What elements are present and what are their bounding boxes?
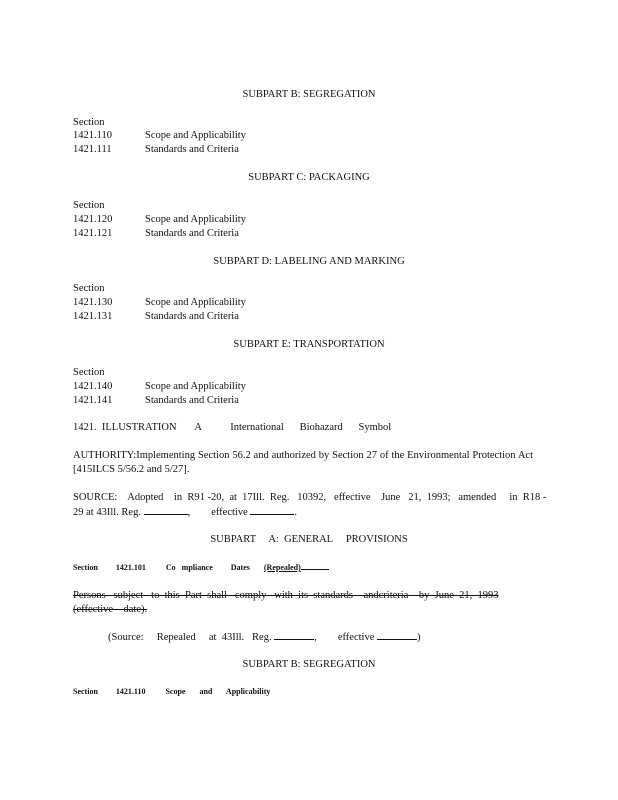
effective-blank <box>377 630 417 640</box>
scope-heading <box>73 687 270 697</box>
subpart-c-heading: SUBPART C: PACKAGING <box>248 172 370 183</box>
section-row <box>73 380 246 394</box>
period: . <box>294 507 297 518</box>
struck-text-line-2: (effective date). <box>73 604 148 615</box>
repealed-status: (Repealed) <box>263 563 301 572</box>
section-number: 1421.130 <box>73 297 113 308</box>
source-line-1: SOURCE: Adopted in R91 -20, at 17Ill. Reg. 10392, effective June 21, 1993; amended in R18 - <box>73 492 547 503</box>
reg-blank <box>144 505 188 515</box>
section-number: 1421.111 <box>73 144 112 155</box>
compliance-heading <box>73 562 329 573</box>
section-row <box>73 394 239 408</box>
section-title: Scope and Applicability <box>145 381 246 392</box>
section-row <box>73 310 239 324</box>
section-title: Standards and Criteria <box>145 144 239 155</box>
subpart-a-heading: SUBPART A: GENERAL PROVISIONS <box>210 534 408 545</box>
section-title: Standards and Criteria <box>145 228 239 239</box>
section-number: 1421.101 <box>115 563 146 572</box>
section-number: 1421.120 <box>73 214 113 225</box>
subpart-b-heading-repeat: SUBPART B: SEGREGATION <box>242 659 376 670</box>
section-title: Standards and Criteria <box>145 395 239 406</box>
underline-blank <box>301 562 329 570</box>
section-title: Scope and Applicability <box>165 687 271 696</box>
effective-blank <box>250 505 294 515</box>
section-label: Section <box>73 687 98 696</box>
subpart-e-heading: SUBPART E: TRANSPORTATION <box>233 339 385 350</box>
section-number: 1421.141 <box>73 395 113 406</box>
section-number: 1421.110 <box>73 130 112 141</box>
illustration-line: 1421. ILLUSTRATION A International Biohazard Symbol <box>73 422 392 433</box>
close-paren: ) <box>417 632 421 643</box>
repealed-source-text: (Source: Repealed at 43Ill. Reg. <box>108 632 272 643</box>
section-title: Scope and Applicability <box>145 214 246 225</box>
section-label: Section <box>73 563 98 572</box>
section-label: Section <box>73 283 105 294</box>
section-row <box>73 143 239 157</box>
section-row <box>73 213 246 227</box>
section-title: Co mpliance Dates <box>165 563 250 572</box>
section-label: Section <box>73 117 105 128</box>
section-row <box>73 129 246 143</box>
repealed-effective-text: , effective <box>314 632 375 643</box>
repealed-source-line <box>108 630 421 645</box>
reg-blank <box>274 630 314 640</box>
subpart-b-heading: SUBPART B: SEGREGATION <box>242 89 376 100</box>
source-line-2 <box>73 505 297 520</box>
subpart-d-heading: SUBPART D: LABELING AND MARKING <box>213 256 405 267</box>
section-title: Standards and Criteria <box>145 311 239 322</box>
section-number: 1421.121 <box>73 228 113 239</box>
section-title: Scope and Applicability <box>145 297 246 308</box>
authority-paragraph: AUTHORITY:Implementing Section 56.2 and authorized by Section 27 of the Environmental Protection Act [415ILCS 5/56.2 and 5/27]. <box>73 450 533 475</box>
section-number: 1421.140 <box>73 381 113 392</box>
source-reg-text: 29 at 43Ill. Reg. <box>73 507 141 518</box>
section-row <box>73 296 246 310</box>
struck-text-line-1: Persons subject to this Part shall comply with its standards andcriteria by June 21, 1993 <box>73 590 499 601</box>
section-label: Section <box>73 200 105 211</box>
section-label: Section <box>73 367 105 378</box>
section-row <box>73 227 239 241</box>
section-number: 1421.131 <box>73 311 113 322</box>
source-effective-text: , effective <box>187 507 248 518</box>
section-title: Scope and Applicability <box>145 130 246 141</box>
section-number: 1421.110 <box>115 687 146 696</box>
